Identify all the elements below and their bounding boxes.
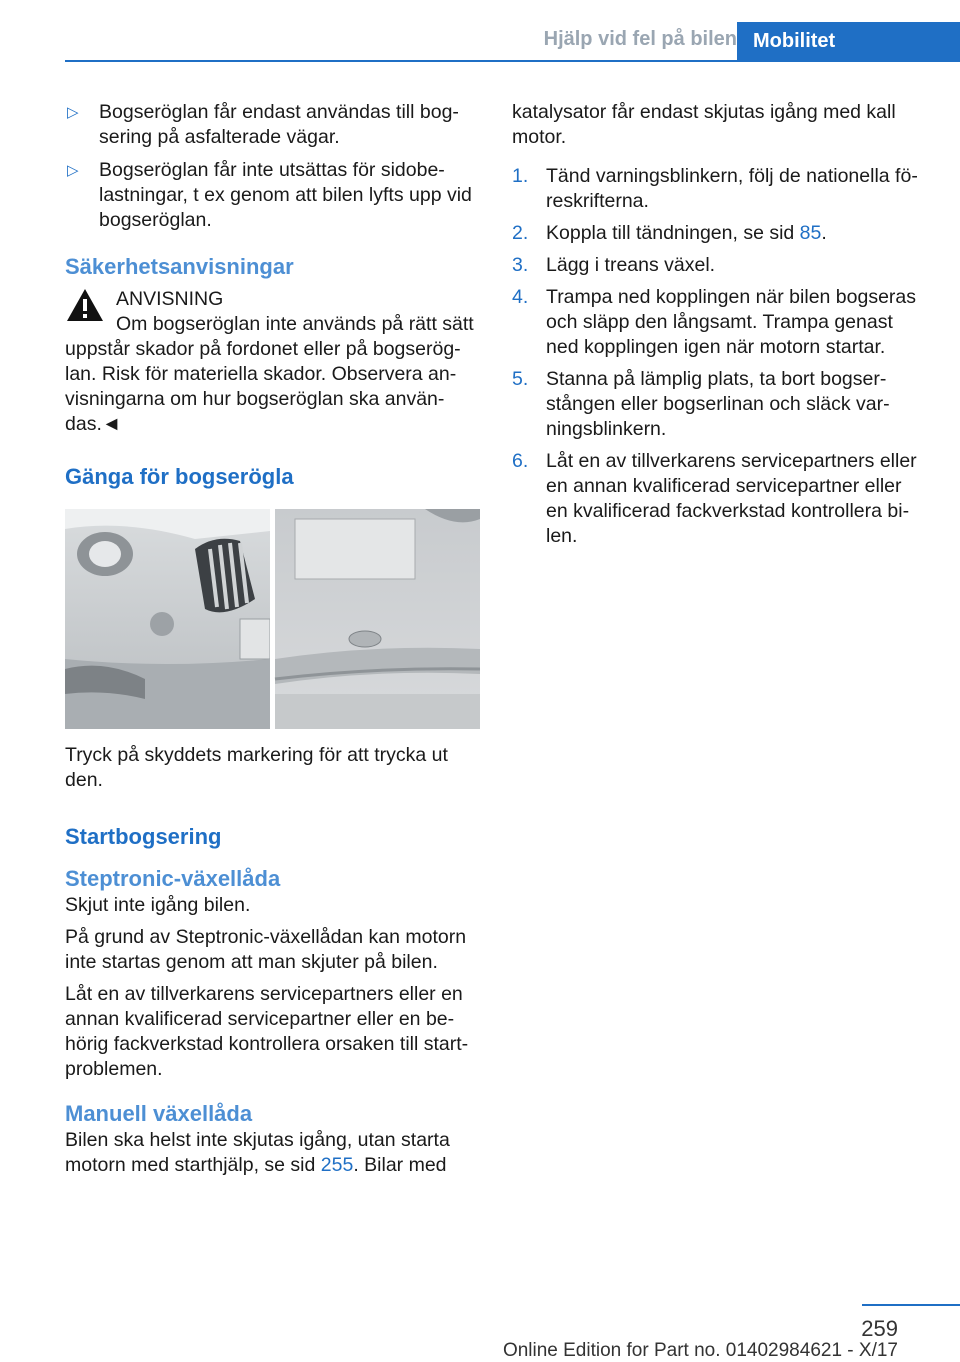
manual-gearbox-paragraph <box>65 1128 480 1178</box>
bullet-text: Bogseröglan får endast användas till bogsering på asfalterade vägar. <box>99 101 459 148</box>
steptronic-paragraph-3: Låt en av tillverkarens servicepartners eller en annan kvalificerad servicepartner eller en behörig fackverkstad kontrollera orsaken till startproblemen. <box>65 983 469 1080</box>
step-number: 6. <box>512 450 529 472</box>
warning-text: Om bogseröglan inte används på rätt sätt uppstår skador på fordonet eller på bogseröglan. Risk för materiella skador. Observera anvisningarna om hur bogseröglan ska användas.◄ <box>65 313 474 435</box>
step-text-before: Koppla till tändningen, se sid <box>546 222 800 244</box>
warning-notice <box>65 287 480 437</box>
warning-label: ANVISNING <box>116 288 224 310</box>
header-chapter-tab: Mobilitet <box>737 22 960 62</box>
right-column <box>512 100 927 556</box>
safety-heading: Säkerhetsanvisningar <box>65 254 294 279</box>
start-towing-heading: Startbogsering <box>65 824 222 849</box>
footer-rule <box>862 1304 960 1306</box>
triangle-bullet-icon: ▷ <box>67 104 79 121</box>
page-header <box>0 0 960 62</box>
towing-eye-cover-photo <box>65 509 480 729</box>
manual-text-after: . Bilar med <box>353 1154 447 1176</box>
step-number: 3. <box>512 254 529 276</box>
warning-triangle-icon <box>65 287 105 323</box>
page-number: 259 <box>861 1316 898 1341</box>
manual-gearbox-heading: Manuell växellåda <box>65 1101 253 1126</box>
header-section-title: Hjälp vid fel på bilen <box>543 28 737 50</box>
list-item <box>512 449 927 549</box>
step-number: 5. <box>512 368 529 390</box>
list-item <box>512 164 927 214</box>
step-text-after: . <box>821 222 827 244</box>
header-rule <box>65 60 737 62</box>
manual-text-before: Bilen ska helst inte skjutas igång, utan starta motorn med starthjälp, se sid <box>65 1129 450 1176</box>
edition-text: Online Edition for Part no. 01402984621 - X/17 <box>502 1340 898 1361</box>
steptronic-heading: Steptronic-växellåda <box>65 866 281 891</box>
tow-start-steps <box>512 164 927 549</box>
step-text: Stanna på lämplig plats, ta bort bogserstången eller bogserlinan och släck varningsblinkern. <box>546 368 890 440</box>
list-item <box>512 253 927 278</box>
triangle-bullet-icon: ▷ <box>67 162 79 179</box>
step-text: Låt en av tillverkarens servicepartners eller en annan kvalificerad servicepartner eller en kvalificerad fackverkstad kontrollera bilen. <box>546 450 917 547</box>
list-item <box>512 221 927 246</box>
left-column <box>65 100 480 1185</box>
step-text: Trampa ned kopplingen när bilen bogseras och släpp den långsamt. Trampa genast ned kopplingen igen när motorn startar. <box>546 286 917 358</box>
step-text: Lägg i treans växel. <box>546 254 716 276</box>
page-link-255[interactable]: 255 <box>320 1154 354 1176</box>
step-text: Tänd varningsblinkern, följ de nationella föreskrifterna. <box>546 165 918 212</box>
steptronic-paragraph-1: Skjut inte igång bilen. <box>65 894 251 916</box>
list-item <box>512 367 927 442</box>
list-item <box>512 285 927 360</box>
steptronic-paragraph-2: På grund av Steptronic-växellådan kan motorn inte startas genom att man skjuter på bilen. <box>65 926 467 973</box>
bullet-item <box>65 100 480 150</box>
bullet-item <box>65 158 480 233</box>
step-number: 4. <box>512 286 529 308</box>
step-number: 2. <box>512 222 529 244</box>
thread-heading: Gänga för bogserögla <box>65 464 294 489</box>
step-number: 1. <box>512 165 529 187</box>
catalyst-intro: katalysator får endast skjutas igång med kall motor. <box>512 101 896 148</box>
bullet-text: Bogseröglan får inte utsättas för sidobelastningar, t ex genom att bilen lyfts upp vid bogseröglan. <box>99 159 472 231</box>
page-link-85[interactable]: 85 <box>799 222 822 244</box>
photo-caption: Tryck på skyddets markering för att trycka ut den. <box>65 744 448 791</box>
